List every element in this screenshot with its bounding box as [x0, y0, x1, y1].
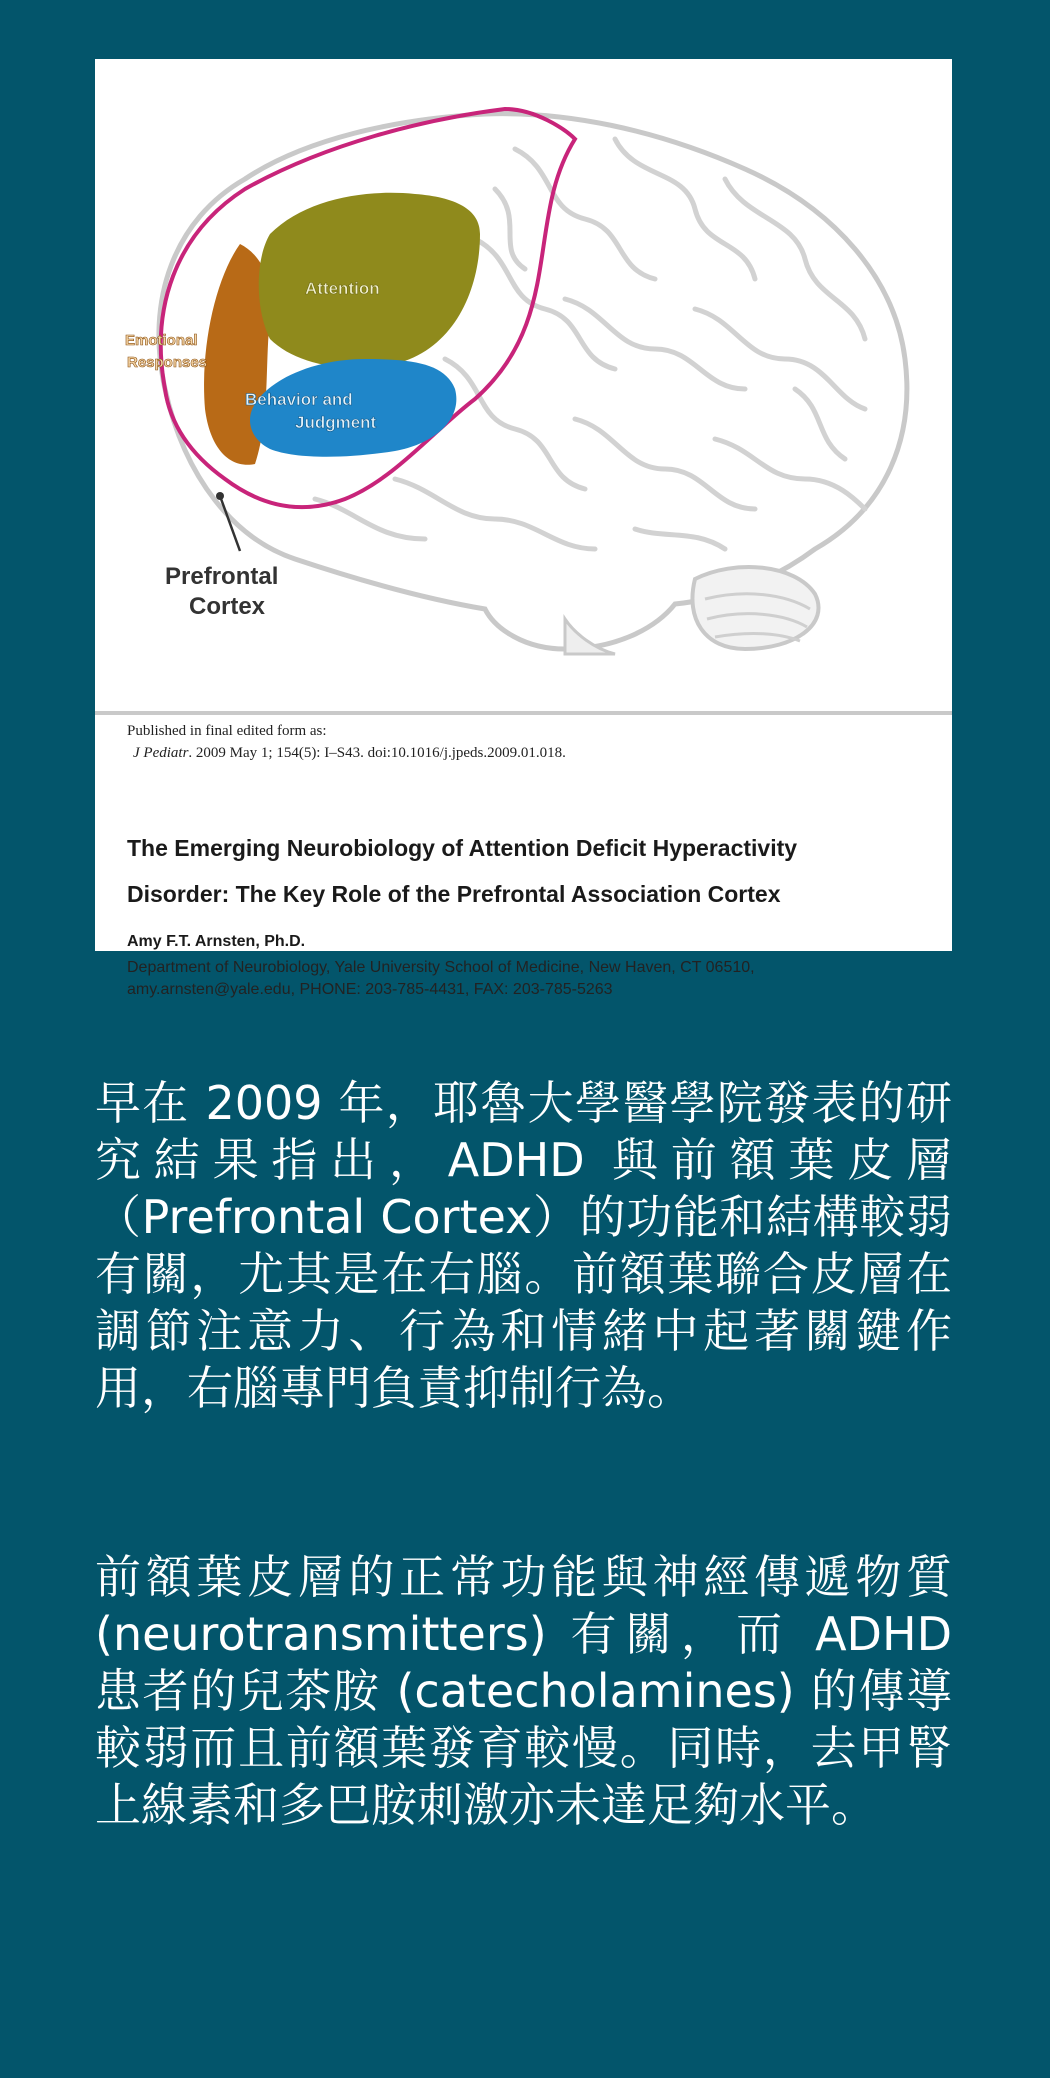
behavior-label-line2: Judgment [295, 413, 377, 432]
paper-header [95, 715, 952, 998]
paper-affiliation [127, 957, 937, 1001]
emotional-label-line1: Emotional [125, 332, 198, 349]
prefrontal-label-line2: Cortex [189, 593, 266, 620]
article-figure [95, 59, 952, 998]
prefrontal-label-line1: Prefrontal [165, 563, 279, 590]
affiliation-line2: amy.arnsten@yale.edu, PHONE: 203-785-4431, FAX: 203-785-5263 [127, 981, 613, 998]
journal-name: J Pediatr [133, 745, 189, 761]
paper-author: Amy F.T. Arnsten, Ph.D. [127, 933, 306, 950]
citation-details: . 2009 May 1; 154(5): I–S43. doi:10.1016/j.jpeds.2009.01.018. [188, 745, 566, 761]
citation-line [133, 745, 566, 762]
behavior-label-line1: Behavior and [245, 390, 353, 409]
paper-title [127, 825, 937, 917]
paper-title-line2: Disorder: The Key Role of the Prefrontal Association Cortex [127, 881, 781, 907]
body-paragraph-2: 前額葉皮層的正常功能與神經傳遞物質 (neurotransmitters) 有關，而 ADHD 患者的兒茶胺 (catecholamines) 的傳導較弱而且前額葉發育較慢。同時，去甲腎上線素和多巴胺刺激亦未達足夠水平。 [95, 1550, 952, 1832]
cerebellum [692, 567, 818, 649]
brain-illustration [95, 59, 952, 654]
paper-title-line1: The Emerging Neurobiology of Attention Deficit Hyperactivity [127, 835, 798, 861]
attention-label: Attention [305, 279, 380, 298]
body-paragraph-1: 早在 2009 年，耶魯大學醫學院發表的研究結果指出，ADHD 與前額葉皮層（Prefrontal Cortex）的功能和結構較弱有關，尤其是在右腦。前額葉聯合皮層在調節注意力、行為和情緒中起著關鍵作用，右腦專門負責抑制行為。 [95, 1076, 952, 1415]
emotional-label-line2: Responses [127, 354, 208, 371]
affiliation-line1: Department of Neurobiology, Yale University School of Medicine, New Haven, CT 06510, [127, 959, 755, 976]
published-label: Published in final edited form as: [127, 723, 327, 739]
